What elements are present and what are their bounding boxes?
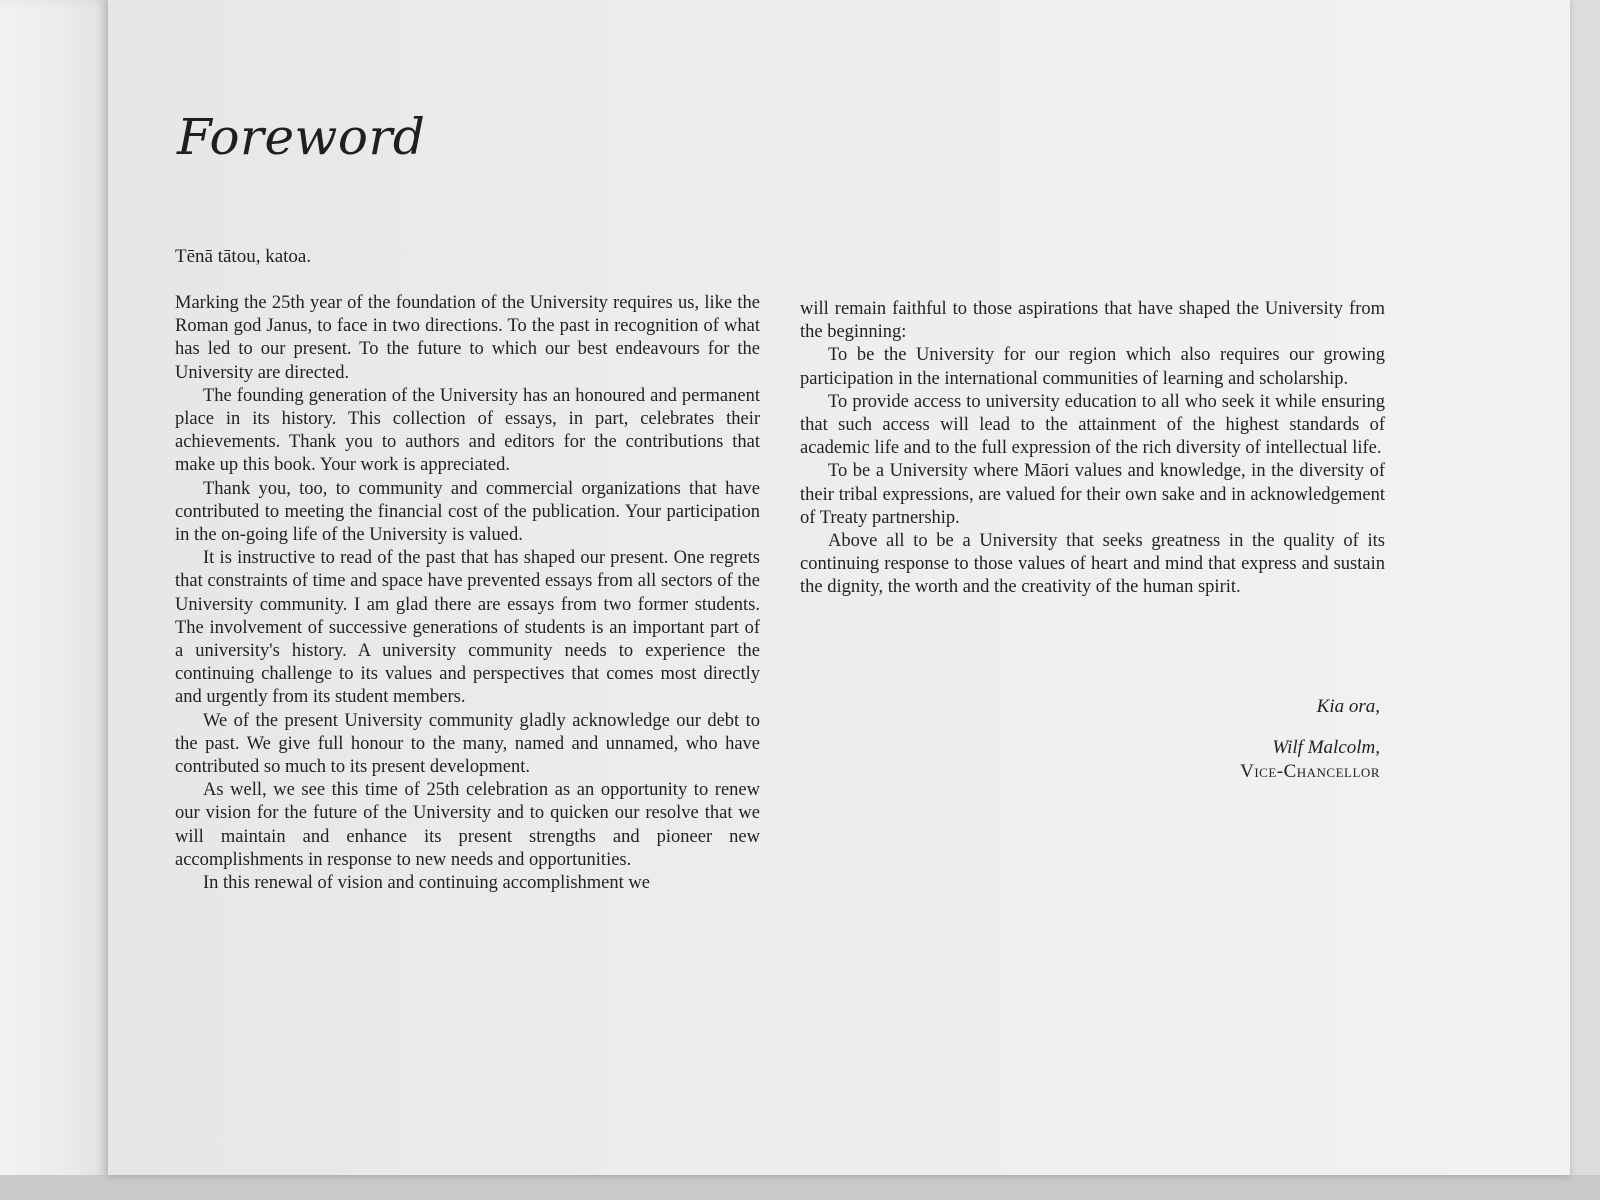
left-column [175,292,760,895]
paragraph: As well, we see this time of 25th celebration as an opportunity to renew our vision for the future of the University and to quicken our resolve that we will maintain and enhance its present strengths and pioneer new accomplishments in response to new needs and opportunities. [175,780,760,870]
page-title: Foreword [177,108,426,166]
closing-greeting: Kia ora, [1316,696,1380,717]
paragraph: Thank you, too, to community and commercial organizations that have contributed to meeting the financial cost of the publication. Your participation in the on-going life of the University is valued. [175,478,760,546]
paragraph: will remain faithful to those aspirations that have shaped the University from the beginning: [800,299,1385,343]
right-column [800,298,1385,600]
background-bottom [0,1175,1600,1200]
greeting: Tēnā tātou, katoa. [175,246,312,267]
paragraph: Marking the 25th year of the foundation of the University requires us, like the Roman god Janus, to face in two directions. To the past in recognition of what has led to our present. To the future to which our best endeavours for the University are directed. [175,293,760,383]
signatory-title: Vice-Chancellor [1240,761,1380,782]
left-page-edge [0,0,110,1200]
paragraph: We of the present University community gladly acknowledge our debt to the past. We give full honour to the many, named and unnamed, who have contributed so much to its present development. [175,710,760,778]
signatory-name: Wilf Malcolm, [1272,737,1380,758]
paragraph: It is instructive to read of the past that has shaped our present. One regrets that constraints of time and space have prevented essays from all sectors of the University community. I am glad there are essays from two former students. The involvement of successive generations of students is an important part of a university's history. A university community needs to experience the continuing challenge to its values and perspectives that comes most directly and urgently from its student members. [175,548,760,708]
paragraph: In this renewal of vision and continuing accomplishment we [203,873,650,894]
paragraph: To be a University where Māori values and knowledge, in the diversity of their tribal expressions, are valued for their own sake and in acknowledgement of Treaty partnership. [800,461,1385,528]
paragraph: The founding generation of the University has an honoured and permanent place in its history. This collection of essays, in part, celebrates their achievements. Thank you to authors and editors for the contributions that make up this book. Your work is appreciated. [175,385,760,476]
background-right [1570,0,1600,1200]
paragraph: To provide access to university education to all who seek it while ensuring that such access will lead to the attainment of the highest standards of academic life and to the full expression of the rich diversity of intellectual life. [800,391,1385,459]
signoff-block [1060,696,1380,784]
paragraph: Above all to be a University that seeks greatness in the quality of its continuing response to those values of heart and mind that express and sustain the dignity, the worth and the creativity of the human spirit. [800,531,1385,598]
paragraph: To be the University for our region which also requires our growing participation in the international communities of learning and scholarship. [800,345,1385,389]
